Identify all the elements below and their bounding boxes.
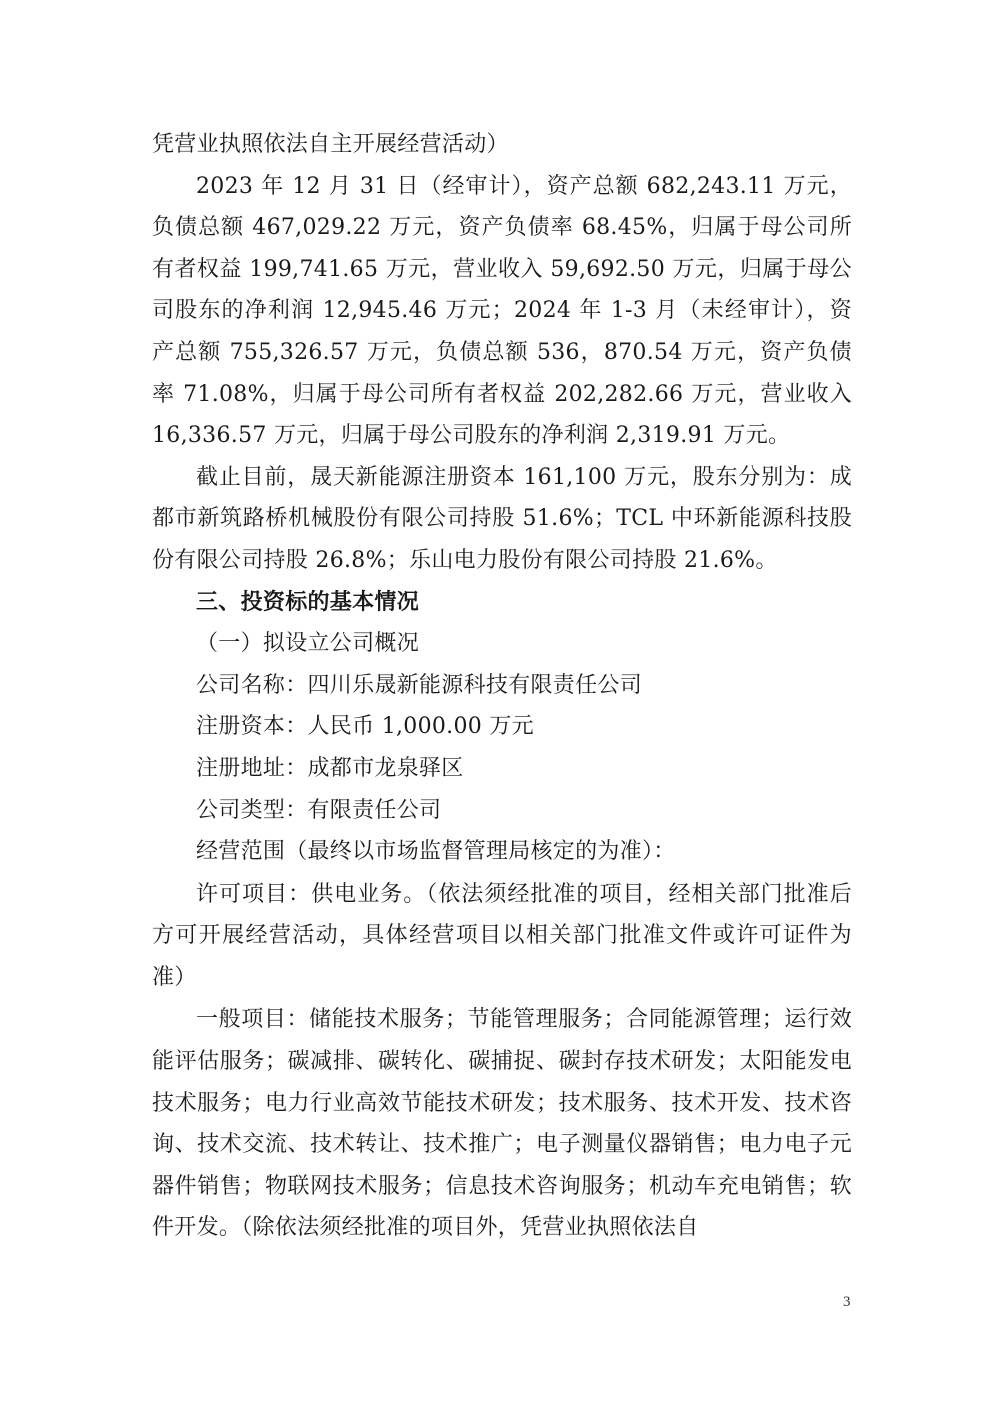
continued-text: 凭营业执照依法自主开展经营活动） (152, 132, 509, 157)
financial-summary-paragraph: 2023 年 12 月 31 日（经审计），资产总额 682,243.11 万元，负债总额 467,029.22 万元，资产负债率 68.45%，归属于母公司所有者权益 199,741.65 万元，营业收入 59,692.50 万元，归属于母公司股东的净利润 12,945.46 万元；2024 年 1-3 月（未经审计），资产总额 755,326.57 万元，负债总额 536，870.54 万元，资产负债率 71.08%，归属于母公司所有者权益 202,282.66 万元，营业收入 16,336.57 万元，归属于母公司股东的净利润 2,319.91 万元。 (152, 173, 852, 449)
business-scope-line: 经营范围（最终以市场监督管理局核定的为准）： (196, 839, 676, 865)
licensed-items-paragraph: 许可项目：供电业务。（依法须经批准的项目，经相关部门批准后方可开展经营活动，具体经营项目以相关部门批准文件或许可证件为准） (152, 881, 852, 990)
page-body (152, 124, 852, 1249)
company-name-line: 公司名称：四川乐晟新能源科技有限责任公司 (196, 672, 643, 698)
subsection-heading: （一）拟设立公司概况 (196, 631, 420, 657)
registered-address-line: 注册地址：成都市龙泉驿区 (196, 755, 464, 781)
page-number: 3 (843, 1294, 851, 1310)
section-heading: 三、投资标的基本情况 (196, 588, 420, 615)
shareholders-paragraph: 截止目前，晟天新能源注册资本 161,100 万元，股东分别为：成都市新筑路桥机械股份有限公司持股 51.6%；TCL 中环新能源科技股份有限公司持股 26.8%；乐山电力股份有限公司持股 21.6%。 (152, 464, 852, 573)
company-type-line: 公司类型：有限责任公司 (196, 797, 442, 823)
general-items-paragraph: 一般项目：储能技术服务；节能管理服务；合同能源管理；运行效能评估服务；碳减排、碳转化、碳捕捉、碳封存技术研发；太阳能发电技术服务；电力行业高效节能技术研发；技术服务、技术开发、技术咨询、技术交流、技术转让、技术推广；电子测量仪器销售；电力电子元器件销售；物联网技术服务；信息技术咨询服务；机动车充电销售；软件开发。（除依法须经批准的项目外，凭营业执照依法自 (152, 1007, 852, 1241)
registered-capital-line: 注册资本：人民币 1,000.00 万元 (196, 714, 534, 740)
